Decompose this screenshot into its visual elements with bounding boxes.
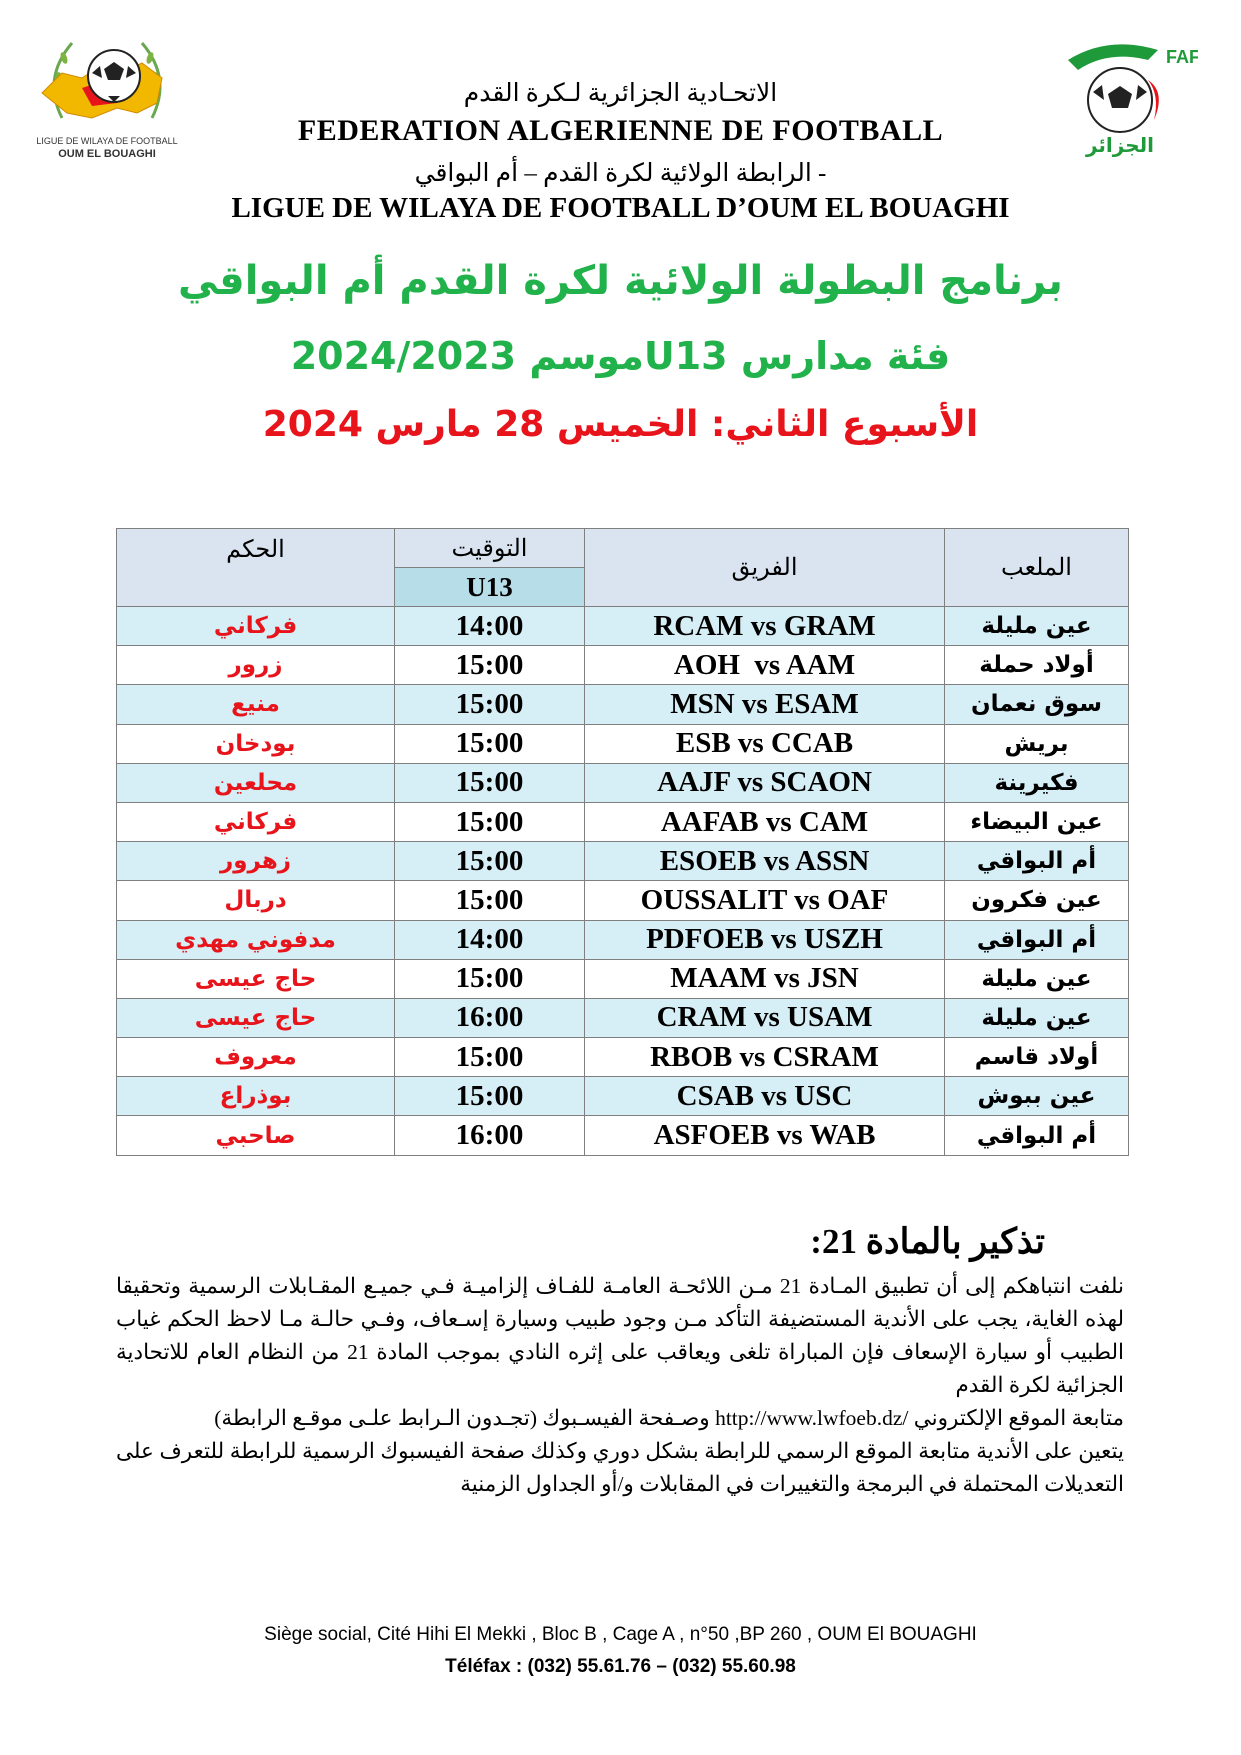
match-cell: ESOEB vs ASSN <box>585 842 945 881</box>
faf-brand: FAF <box>1166 47 1198 67</box>
stadium-cell: أم البواقي <box>945 842 1129 881</box>
time-cell: 15:00 <box>395 646 585 685</box>
match-cell: ASFOEB vs WAB <box>585 1116 945 1155</box>
stadium-cell: سوق نعمان <box>945 685 1129 724</box>
league-logo-line2: OUM EL BOUAGHI <box>58 148 156 160</box>
footer-phone: Téléfax : (032) 55.61.76 – (032) 55.60.98 <box>445 1656 796 1677</box>
time-cell: 15:00 <box>395 763 585 802</box>
match-cell: RBOB vs CSRAM <box>585 1038 945 1077</box>
stadium-cell: عين مليلة <box>945 607 1129 646</box>
match-cell: CSAB vs USC <box>585 1077 945 1116</box>
match-cell: MSN vs ESAM <box>585 685 945 724</box>
referee-cell: زرور <box>117 646 395 685</box>
table-row <box>117 646 1129 685</box>
referee-cell: منيع <box>117 685 395 724</box>
referee-cell: مدفوني مهدي <box>117 920 395 959</box>
match-cell: CRAM vs USAM <box>585 998 945 1037</box>
referee-cell: فركاني <box>117 802 395 841</box>
stadium-cell: أولاد قاسم <box>945 1038 1129 1077</box>
article-para-1: نلفت انتباهكم إلى أن تطبيق المـادة 21 مـن اللائحـة العامـة للفـاف إلزاميـة فـي جميـع المقـابلات الرسمية وتحقيقا لهذه الغاية، يجب على الأندية المستضيفة التأكد مـن وجود طبيب وسيارة إسـعاف، وفـي حالـة مـا لاحظ الحكم غياب الطبيب أو سيارة الإسعاف فإن المباراة تلغى ويعاقب على إثره النادي بموجب المادة 21 من النظام العام للاتحادية الجزائية لكرة القدم <box>116 1274 1124 1397</box>
footer-address: Siège social, Cité Hihi El Mekki , Bloc B , Cage A , n°50 ,BP 260 , OUM El BOUAGHI <box>264 1624 977 1645</box>
table-row <box>117 959 1129 998</box>
table-row <box>117 607 1129 646</box>
article-title: تذكير بالمادة 21: <box>810 1222 1045 1261</box>
time-cell: 15:00 <box>395 959 585 998</box>
time-cell: 15:00 <box>395 1038 585 1077</box>
stadium-cell: عين فكرون <box>945 881 1129 920</box>
time-cell: 16:00 <box>395 998 585 1037</box>
match-cell: ESB vs CCAB <box>585 724 945 763</box>
category-title: فئة مدارس U13موسم 2024/2023 <box>290 334 951 378</box>
federation-fr: FEDERATION ALGERIENNE DE FOOTBALL <box>297 114 944 147</box>
time-cell: 15:00 <box>395 842 585 881</box>
header-time: التوقيت <box>395 529 585 568</box>
table-row <box>117 724 1129 763</box>
league-fr: LIGUE DE WILAYA DE FOOTBALL D’OUM EL BOUAGHI <box>231 192 1010 224</box>
referee-cell: حاج عيسى <box>117 998 395 1037</box>
referee-cell: حاج عيسى <box>117 959 395 998</box>
header-match: الفريق <box>585 529 945 607</box>
match-cell: AAJF vs SCAON <box>585 763 945 802</box>
league-ar: الرابطة الولائية لكرة القدم – أم البواقي - <box>414 160 827 187</box>
time-cell: 14:00 <box>395 920 585 959</box>
time-cell: 15:00 <box>395 724 585 763</box>
stadium-cell: أولاد حملة <box>945 646 1129 685</box>
match-cell: RCAM vs GRAM <box>585 607 945 646</box>
time-cell: 14:00 <box>395 607 585 646</box>
match-cell: OUSSALIT vs OAF <box>585 881 945 920</box>
stadium-cell: عين مليلة <box>945 998 1129 1037</box>
stadium-cell: عين مليلة <box>945 959 1129 998</box>
match-cell: AAFAB vs CAM <box>585 802 945 841</box>
table-row <box>117 842 1129 881</box>
match-cell: PDFOEB vs USZH <box>585 920 945 959</box>
schedule-table <box>116 528 1129 1156</box>
referee-cell: فركاني <box>117 607 395 646</box>
table-row <box>117 998 1129 1037</box>
table-row <box>117 920 1129 959</box>
federation-ar: الاتحـادية الجزائرية لـكرة القدم <box>463 80 778 107</box>
match-cell: AOH vs AAM <box>585 646 945 685</box>
table-row <box>117 763 1129 802</box>
league-logo-line1: LIGUE DE WILAYA DE FOOTBALL <box>36 136 178 146</box>
table-row <box>117 881 1129 920</box>
stadium-cell: بريش <box>945 724 1129 763</box>
article-notes <box>116 1270 1124 1501</box>
stadium-cell: فكيرينة <box>945 763 1129 802</box>
article-para-3: يتعين على الأندية متابعة الموقع الرسمي للرابطة بشكل دوري وكذلك صفحة الفيسبوك الرسمية للرابطة للتعرف على التعديلات المحتملة في البرمجة والتغييرات في المقابلات و/أو الجداول الزمنية <box>116 1439 1124 1496</box>
stadium-cell: عين البيضاء <box>945 802 1129 841</box>
referee-cell: محلعين <box>117 763 395 802</box>
referee-cell: بوذراع <box>117 1077 395 1116</box>
referee-cell: صاحبي <box>117 1116 395 1155</box>
stadium-cell: عين ببوش <box>945 1077 1129 1116</box>
time-cell: 15:00 <box>395 685 585 724</box>
referee-cell: زهرور <box>117 842 395 881</box>
time-cell: 16:00 <box>395 1116 585 1155</box>
header-referee: الحكم <box>117 529 395 607</box>
table-row <box>117 1038 1129 1077</box>
article-para-2: متابعة الموقع الإلكتروني /http://www.lwfoeb.dz وصـفحة الفيسـبوك (تجـدون الـرابط علـى موقـع الرابطة) <box>214 1406 1124 1430</box>
stadium-cell: أم البواقي <box>945 920 1129 959</box>
time-cell: 15:00 <box>395 802 585 841</box>
table-row <box>117 1077 1129 1116</box>
table-row <box>117 685 1129 724</box>
week-title: الأسبوع الثاني: الخميس 28 مارس 2024 <box>262 404 979 445</box>
referee-cell: معروف <box>117 1038 395 1077</box>
referee-cell: بودخان <box>117 724 395 763</box>
time-cell: 15:00 <box>395 881 585 920</box>
time-cell: 15:00 <box>395 1077 585 1116</box>
header-time-category: U13 <box>395 568 585 607</box>
faf-logo-text: الجزائر <box>1085 133 1155 157</box>
header-stadium: الملعب <box>945 529 1129 607</box>
table-row <box>117 1116 1129 1155</box>
program-title: برنامج البطولة الولائية لكرة القدم أم البواقي <box>178 258 1063 304</box>
table-row <box>117 802 1129 841</box>
referee-cell: دربال <box>117 881 395 920</box>
stadium-cell: أم البواقي <box>945 1116 1129 1155</box>
match-cell: MAAM vs JSN <box>585 959 945 998</box>
